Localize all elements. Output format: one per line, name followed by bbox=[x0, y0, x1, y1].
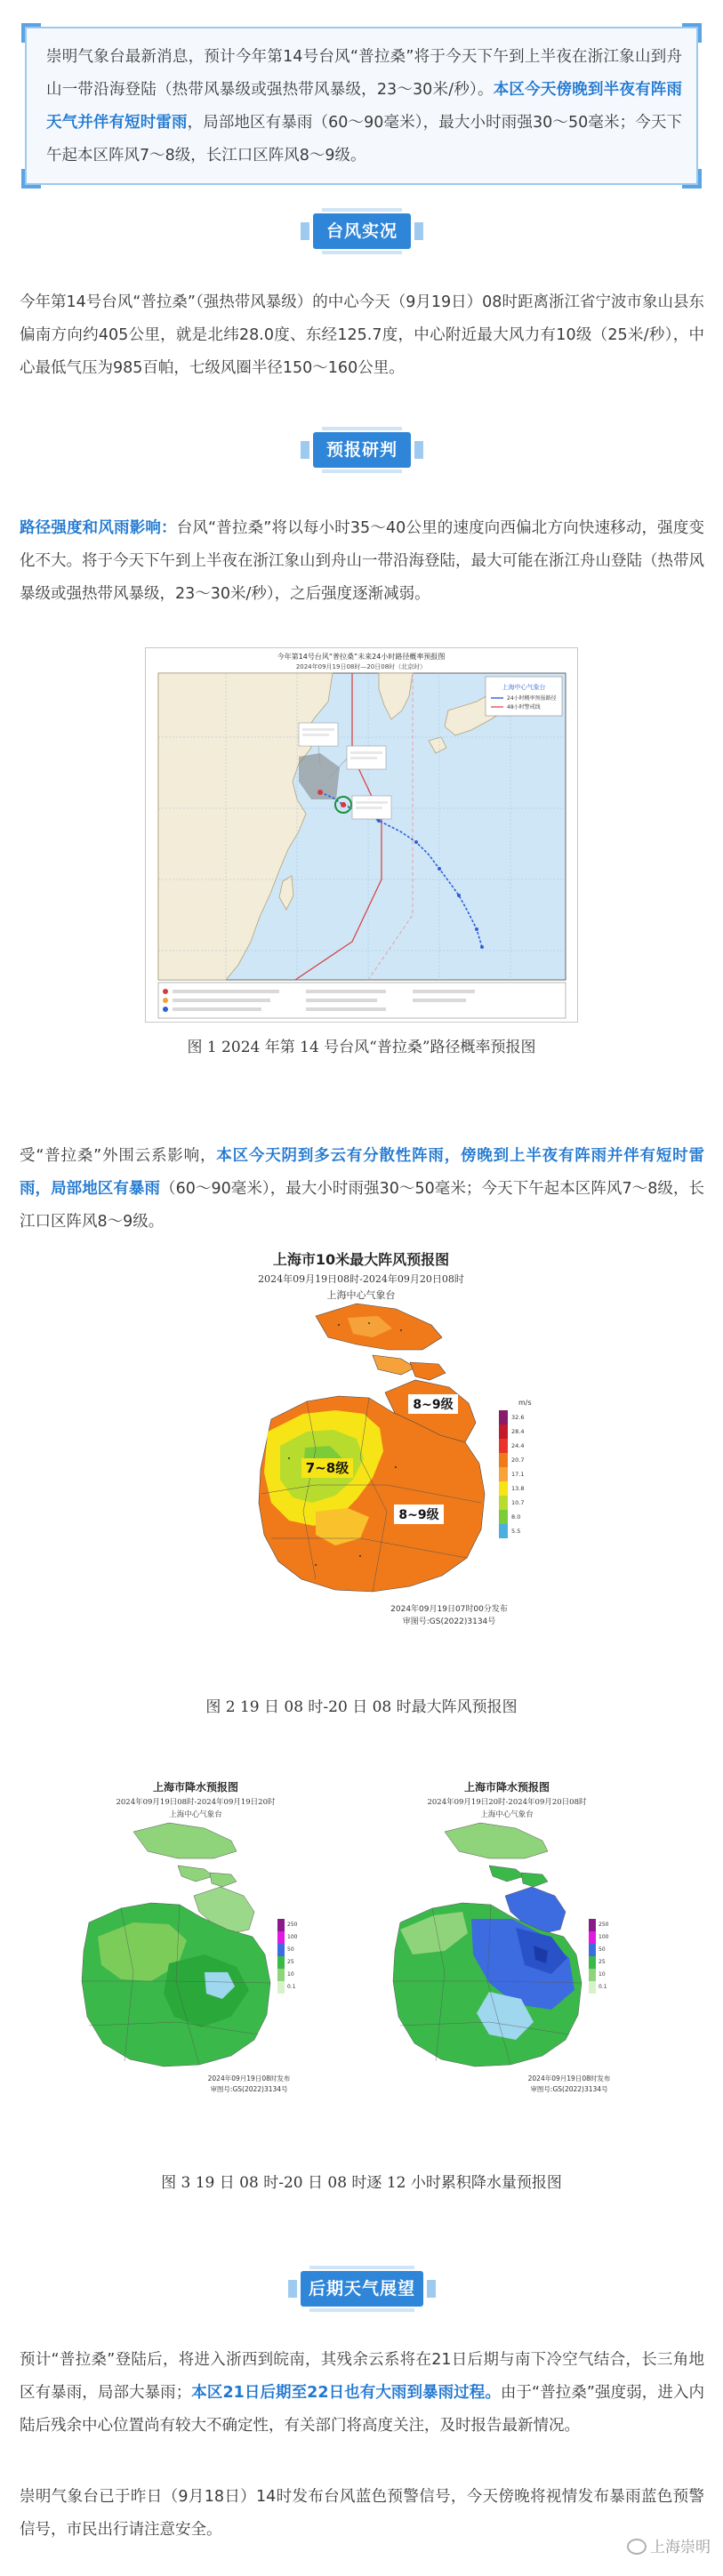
outlook-paragraph bbox=[20, 2344, 704, 2443]
fig3-scale-label: 250 bbox=[598, 1922, 609, 1928]
fig1-caption: 图 1 2024 年第 14 号台风“普拉桑”路径概率预报图 bbox=[187, 1039, 536, 1056]
observation-paragraph: 今年第14号台风“普拉桑”（强热带风暴级）的中心今天（9月19日）08时距离浙江省宁波市象山县东偏南方向约405公里，就是北纬28.0度、东经125.7度，中心附近最大风力有10级（25米/秒），中心最低气压为985百帕，七级风圈半径150～160公里。 bbox=[20, 293, 704, 377]
intro-highlight: 本区今天傍晚到半夜有阵雨天气并伴有短时雷雨 bbox=[46, 81, 683, 132]
typhoon-track-map bbox=[145, 647, 578, 1023]
fig2-label-b: 7~8级 bbox=[305, 1460, 349, 1476]
fig2-scale-label: 10.7 bbox=[511, 1499, 525, 1506]
fig2-review: 审图号:GS(2022)3134号 bbox=[402, 1617, 496, 1626]
fig3-left-title: 上海市降水预报图 bbox=[152, 1781, 239, 1794]
fig2-scale-label: 24.4 bbox=[511, 1442, 525, 1449]
fig2-scale-label: 8.0 bbox=[511, 1513, 521, 1521]
intro-box bbox=[25, 27, 698, 185]
fig3-caption: 图 3 19 日 08 时-20 日 08 时逐 12 小时累积降水量预报图 bbox=[161, 2174, 562, 2192]
impact-text: 受“普拉桑”外围云系影响， bbox=[20, 1147, 217, 1165]
forecast-lead: 路径强度和风雨影响： bbox=[20, 519, 177, 537]
fig2-org: 上海中心气象台 bbox=[326, 1289, 396, 1301]
section-title: 预报研判 bbox=[313, 432, 411, 468]
fig2-issued: 2024年09月19日07时00分发布 bbox=[390, 1605, 508, 1614]
fig3-scale-label: 10 bbox=[287, 1971, 294, 1978]
fig2-unit: m/s bbox=[518, 1399, 532, 1407]
fig1-title: 今年第14号台风“普拉桑”未来24小时路径概率预报图 bbox=[277, 653, 446, 661]
watermark-text: 上海崇明 bbox=[650, 2539, 711, 2556]
corner-decoration bbox=[21, 169, 41, 189]
section-header-forecast bbox=[301, 429, 423, 471]
fig3-left-time: 2024年09月19日08时-2024年09月19日20时 bbox=[116, 1798, 276, 1807]
impact-highlight: 本区今天阴到多云有分散性阵雨，傍晚到上半夜有阵雨并伴有短时雷雨，局部地区有暴雨 bbox=[20, 1147, 705, 1198]
fig3-scale-label: 0.1 bbox=[598, 1984, 607, 1990]
fig3-scale-label: 10 bbox=[598, 1971, 606, 1978]
intro-text-part: 崇明气象台最新消息，预计今年第14号台风“普拉桑”将于今天下午到上半夜在浙江象山到舟山一带沿海登陆（热带风暴级或强热带风暴级，23～30米/秒）。 bbox=[46, 48, 682, 99]
fig3-left-issued: 2024年09月19日08时发布 bbox=[207, 2074, 291, 2082]
fig3-right-org: 上海中心气象台 bbox=[480, 1810, 534, 1819]
fig2-scale-label: 17.1 bbox=[511, 1471, 525, 1478]
fig3-scale-label: 0.1 bbox=[287, 1984, 296, 1990]
fig3-scale-label: 100 bbox=[598, 1934, 609, 1940]
impact-paragraph bbox=[20, 1140, 704, 1239]
fig2-scale-label: 32.6 bbox=[511, 1414, 525, 1421]
fig2-caption: 图 2 19 日 08 时-20 日 08 时最大阵风预报图 bbox=[205, 1698, 518, 1716]
corner-decoration bbox=[682, 169, 702, 189]
fig1-subtitle: 2024年09月19日08时—20日08时（北京时） bbox=[295, 663, 427, 670]
fig3-left-review: 审图号:GS(2022)3134号 bbox=[210, 2085, 288, 2093]
fig3-right-review: 审图号:GS(2022)3134号 bbox=[530, 2085, 608, 2093]
fig2-scale-label: 5.5 bbox=[511, 1528, 521, 1535]
fig2-label-a: 8~9级 bbox=[413, 1398, 454, 1412]
outlook-text: 预计“普拉桑”登陆后，将进入浙西到皖南，其残余云系将在21日后期与南下冷空气结合，长三角地区有暴雨，局部大暴雨； bbox=[20, 2351, 704, 2402]
fig3-right-time: 2024年09月19日20时-2024年09月20日08时 bbox=[427, 1798, 587, 1807]
fig2-scale-label: 28.4 bbox=[511, 1428, 525, 1435]
forecast-paragraph bbox=[20, 512, 704, 611]
fig2-color-scale bbox=[499, 1410, 508, 1538]
fig3-scale-label: 250 bbox=[287, 1922, 298, 1928]
fig2-time: 2024年09月19日08时-2024年09月20日08时 bbox=[258, 1273, 464, 1285]
impact-text: （60～90毫米），最大小时雨强30～50毫米；今天下午起本区阵风7～8级，长江口区阵风8～9级。 bbox=[20, 1180, 705, 1231]
section-header-outlook bbox=[288, 2267, 436, 2310]
fig3-scale-label: 100 bbox=[287, 1934, 298, 1940]
fig2-title: 上海市10米最大阵风预报图 bbox=[272, 1251, 450, 1268]
track-map-graphic bbox=[146, 648, 577, 1022]
corner-decoration bbox=[682, 23, 702, 43]
left-color-scale bbox=[277, 1919, 285, 1994]
fig3-right-issued: 2024年09月19日08时发布 bbox=[527, 2074, 611, 2082]
fig1-legend-line: 48小时警戒线 bbox=[507, 704, 541, 710]
fig2-scale-label: 13.8 bbox=[511, 1485, 525, 1492]
outlook-text: 由于“普拉桑”强度弱，进入内陆后残余中心位置尚有较大不确定性，有关部门将高度关注，及时报告最新情况。 bbox=[20, 2384, 704, 2435]
weibo-icon bbox=[627, 2539, 647, 2555]
fig3-scale-label: 50 bbox=[287, 1946, 294, 1953]
outlook-highlight: 本区21日后期至22日也有大雨到暴雨过程。 bbox=[191, 2384, 501, 2402]
section-header-observation bbox=[301, 210, 423, 253]
intro-text-part: ，局部地区有暴雨（60～90毫米），最大小时雨强30～50毫米；今天下午起本区阵风7～8级，长江口区阵风8～9级。 bbox=[46, 114, 682, 165]
section-title: 台风实况 bbox=[313, 213, 411, 249]
gust-forecast-map bbox=[182, 1245, 540, 1672]
fig3-left-org: 上海中心气象台 bbox=[169, 1810, 222, 1819]
gust-map-graphic bbox=[182, 1245, 540, 1672]
fig3-right-title: 上海市降水预报图 bbox=[463, 1781, 550, 1794]
fig2-scale-label: 20.7 bbox=[511, 1457, 525, 1464]
watermark bbox=[627, 2534, 711, 2556]
fig2-label-c: 8~9级 bbox=[398, 1508, 439, 1522]
fig1-legend-org: 上海中心气象台 bbox=[502, 684, 546, 691]
fig3-scale-label: 25 bbox=[287, 1959, 294, 1965]
right-color-scale bbox=[589, 1919, 596, 1994]
warning-paragraph: 崇明气象台已于昨日（9月18日）14时发布台风蓝色预警信号，今天傍晚将视情发布暴雨蓝色预警信号，市民出行请注意安全。 bbox=[20, 2488, 704, 2539]
corner-decoration bbox=[21, 23, 41, 43]
precipitation-forecast-maps bbox=[71, 1777, 658, 2155]
fig3-scale-label: 50 bbox=[598, 1946, 606, 1953]
section-title: 后期天气展望 bbox=[301, 2271, 423, 2307]
rain-map-graphic bbox=[71, 1777, 658, 2155]
fig1-legend-line: 24小时概率预报路径 bbox=[507, 695, 557, 702]
forecast-text: 台风“普拉桑”将以每小时35～40公里的速度向西偏北方向快速移动，强度变化不大。将于今天下午到上半夜在浙江象山到舟山一带沿海登陆，最大可能在浙江舟山登陆（热带风暴级或强热带风暴级，23～30米/秒），之后强度逐渐减弱。 bbox=[20, 519, 705, 603]
intro-text bbox=[46, 41, 682, 173]
fig3-scale-label: 25 bbox=[598, 1959, 606, 1965]
